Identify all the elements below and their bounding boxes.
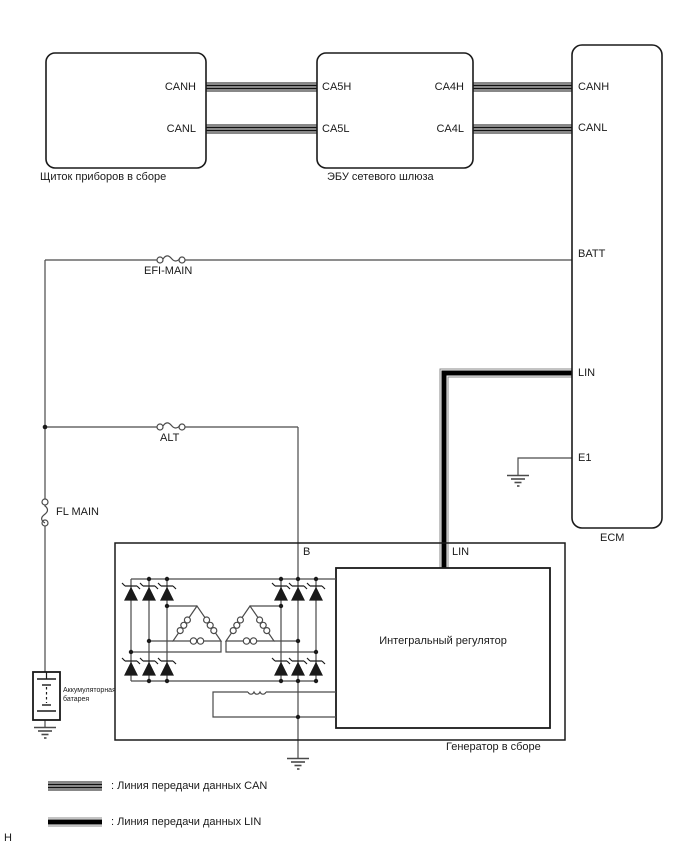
- ground-icon-generator: [287, 759, 309, 770]
- pin-label-ecm-e1: E1: [578, 452, 592, 464]
- legend-lin-label: : Линия передачи данных LIN: [111, 816, 262, 828]
- caption-battery-line2: батарея: [63, 696, 90, 703]
- rectifier-diodes: [122, 583, 325, 675]
- fuse-icon-alt: [157, 423, 185, 430]
- gateway-ecu-box: [317, 53, 473, 168]
- caption-generator: Генератор в сборе: [446, 741, 541, 753]
- fuse-label-efi-main: EFI-MAIN: [144, 265, 193, 277]
- fuse-icon-efi-main: [157, 256, 185, 263]
- caption-gateway-ecu: ЭБУ сетевого шлюза: [327, 171, 434, 183]
- pin-label-generator-b: B: [303, 546, 311, 558]
- lin-bus-line: [444, 373, 572, 568]
- fusible-link-icon-fl-main: [42, 499, 48, 526]
- battery-icon: [33, 672, 60, 720]
- legend-can-label: : Линия передачи данных CAN: [111, 780, 268, 792]
- diode-bars-top: [122, 583, 325, 589]
- caption-regulator: Интегральный регулятор: [379, 635, 507, 647]
- ground-icon-e1: [507, 476, 529, 487]
- pin-label-ecm-lin: LIN: [578, 367, 596, 379]
- pin-label-gateway-ca5h: CA5H: [322, 81, 352, 93]
- power-wires: [45, 260, 572, 758]
- pin-label-cluster-canl: CANL: [166, 123, 196, 135]
- pin-label-ecm-canl: CANL: [578, 122, 608, 134]
- regulator-box: [336, 568, 550, 728]
- stator-winding-right: [226, 606, 316, 652]
- caption-battery-line1: Аккумуляторная: [63, 687, 116, 694]
- caption-ecm: ECM: [600, 532, 625, 544]
- caption-instrument-cluster: Щиток приборов в сборе: [40, 171, 167, 183]
- pin-label-cluster-canh: CANH: [164, 81, 196, 93]
- ground-icon-battery: [34, 728, 56, 739]
- instrument-cluster-box: [46, 53, 206, 168]
- pin-label-gateway-ca4h: CA4H: [434, 81, 464, 93]
- page-marker: H: [4, 832, 12, 844]
- pin-label-ecm-canh: CANH: [578, 81, 610, 93]
- pin-label-generator-lin: LIN: [452, 546, 470, 558]
- pin-label-gateway-ca4l: CA4L: [436, 123, 464, 135]
- fuse-label-alt: ALT: [160, 432, 180, 444]
- diode-bars-bottom: [122, 658, 325, 664]
- stator-winding-left: [131, 606, 221, 652]
- fuse-label-fl-main: FL MAIN: [56, 506, 99, 518]
- pin-label-gateway-ca5l: CA5L: [322, 123, 350, 135]
- can-bus-lines: [206, 87, 572, 129]
- rotor-coil: [213, 692, 336, 717]
- pin-label-ecm-batt: BATT: [578, 248, 606, 260]
